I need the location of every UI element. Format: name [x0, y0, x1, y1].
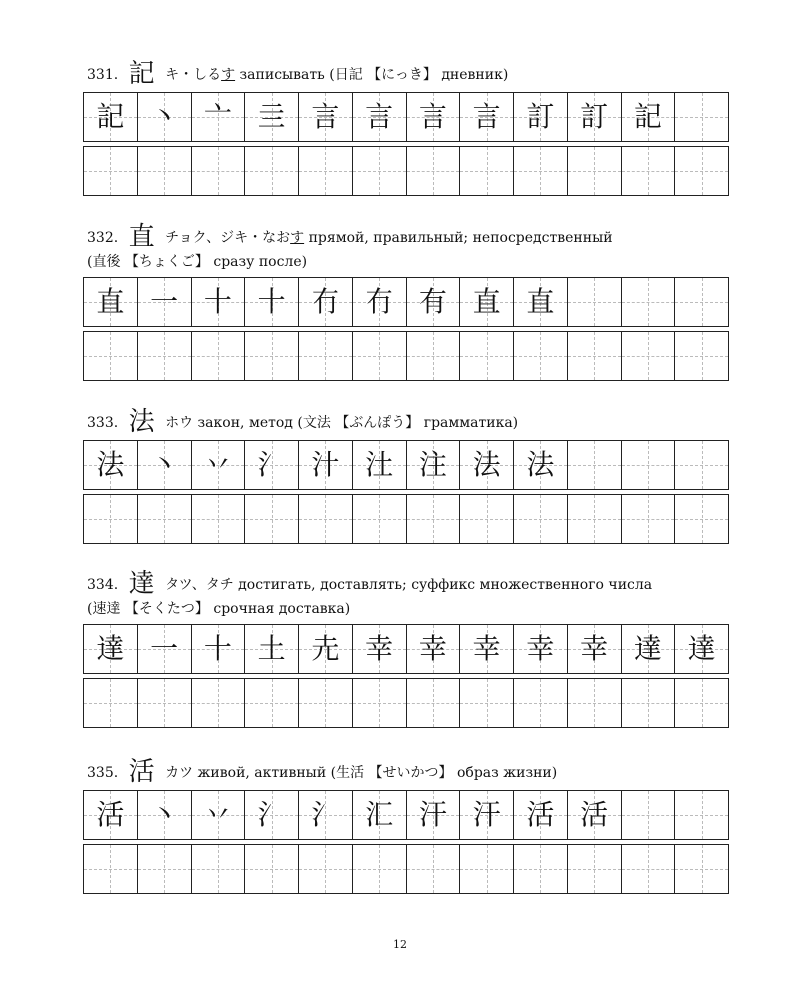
practice-cell[interactable]	[622, 845, 676, 893]
entry-example: (速達 【そくたつ】 срочная доставка)	[87, 601, 351, 617]
practice-cell[interactable]	[353, 147, 407, 195]
practice-cell[interactable]	[568, 495, 622, 543]
practice-cell[interactable]	[568, 845, 622, 893]
practice-cell[interactable]	[299, 332, 353, 380]
stroke-step: 十	[203, 285, 232, 318]
stroke-step: 言	[365, 100, 394, 133]
stroke-step: 汢	[365, 448, 394, 481]
stroke-cell	[568, 278, 622, 326]
practice-cell[interactable]	[192, 495, 246, 543]
stroke-cell	[84, 791, 138, 839]
practice-cell[interactable]	[192, 845, 246, 893]
stroke-cell	[353, 278, 407, 326]
stroke-cell	[138, 625, 192, 673]
practice-cell[interactable]	[514, 679, 568, 727]
practice-cell[interactable]	[245, 147, 299, 195]
practice-cell[interactable]	[299, 495, 353, 543]
stroke-cell	[84, 441, 138, 489]
stroke-step: 一	[150, 632, 179, 665]
stroke-cell	[299, 93, 353, 141]
stroke-step: 幸	[580, 632, 609, 665]
stroke-step: 汁	[311, 448, 340, 481]
stroke-cell	[514, 625, 568, 673]
stroke-cell	[245, 791, 299, 839]
stroke-cell	[675, 93, 728, 141]
practice-cell[interactable]	[675, 495, 728, 543]
stroke-cell	[622, 93, 676, 141]
practice-cell[interactable]	[568, 332, 622, 380]
stroke-step: 土	[257, 632, 286, 665]
stroke-step: 冇	[365, 285, 394, 318]
stroke-step: 直	[96, 285, 125, 318]
entry-kanji: 達	[128, 569, 155, 599]
stroke-cell	[460, 278, 514, 326]
practice-cell[interactable]	[245, 679, 299, 727]
stroke-step: 活	[580, 798, 609, 831]
stroke-cell	[353, 791, 407, 839]
practice-cell[interactable]	[514, 495, 568, 543]
stroke-cell	[353, 625, 407, 673]
entry-example: (文法 【ぶんぽう】 грамматика)	[297, 415, 519, 431]
stroke-step: 達	[96, 632, 125, 665]
stroke-cell	[192, 625, 246, 673]
stroke-cell	[245, 93, 299, 141]
practice-cell[interactable]	[138, 495, 192, 543]
stroke-step: 氵	[311, 798, 340, 831]
practice-cell[interactable]	[675, 147, 728, 195]
practice-cell[interactable]	[514, 845, 568, 893]
stroke-step: 法	[526, 448, 555, 481]
practice-cell[interactable]	[84, 495, 138, 543]
stroke-step: 汇	[365, 798, 394, 831]
practice-cell[interactable]	[460, 332, 514, 380]
stroke-cell	[675, 625, 728, 673]
practice-cell[interactable]	[245, 495, 299, 543]
entry-number: 334.	[87, 577, 119, 593]
practice-cell[interactable]	[138, 845, 192, 893]
stroke-step: 丷	[203, 798, 232, 831]
entry-heading	[87, 59, 509, 89]
stroke-step: 氵	[257, 448, 286, 481]
entry-meaning: прямой, правильный; непосредственный	[308, 230, 613, 246]
practice-cell[interactable]	[138, 332, 192, 380]
stroke-step: 活	[96, 798, 125, 831]
entry-heading	[87, 222, 613, 252]
practice-cell[interactable]	[568, 147, 622, 195]
entry-example: (生活 【せいかつ】 образ жизни)	[330, 765, 558, 781]
stroke-cell	[460, 625, 514, 673]
stroke-cell	[460, 93, 514, 141]
stroke-cell	[568, 441, 622, 489]
practice-cell[interactable]	[353, 679, 407, 727]
stroke-step: 活	[526, 798, 555, 831]
practice-cell[interactable]	[245, 845, 299, 893]
practice-cell[interactable]	[460, 147, 514, 195]
stroke-step: 幸	[472, 632, 501, 665]
stroke-cell	[622, 441, 676, 489]
practice-cell[interactable]	[245, 332, 299, 380]
stroke-step: 言	[418, 100, 447, 133]
stroke-step: 訂	[526, 100, 555, 133]
entry-heading	[87, 407, 519, 437]
practice-cell[interactable]	[138, 679, 192, 727]
entry-readings: カツ	[165, 765, 194, 781]
practice-grid[interactable]	[83, 331, 729, 381]
entry-heading	[87, 757, 558, 787]
practice-cell[interactable]	[622, 147, 676, 195]
practice-cell[interactable]	[138, 147, 192, 195]
entry-number: 332.	[87, 230, 119, 246]
practice-cell[interactable]	[353, 332, 407, 380]
practice-cell[interactable]	[407, 495, 461, 543]
stroke-step: 法	[472, 448, 501, 481]
practice-cell[interactable]	[675, 845, 728, 893]
practice-grid[interactable]	[83, 146, 729, 196]
stroke-cell	[245, 625, 299, 673]
stroke-cell	[299, 278, 353, 326]
stroke-cell	[407, 441, 461, 489]
practice-cell[interactable]	[84, 332, 138, 380]
stroke-cell	[514, 93, 568, 141]
stroke-step: 丶	[150, 448, 179, 481]
practice-grid[interactable]	[83, 494, 729, 544]
stroke-cell	[675, 791, 728, 839]
entry-meaning: закон, метод	[197, 415, 293, 431]
entry-readings: ホウ	[165, 415, 194, 431]
stroke-step: 丷	[203, 448, 232, 481]
practice-cell[interactable]	[192, 679, 246, 727]
entry-meaning: достигать, доставлять; суффикс множественного числа	[238, 577, 653, 593]
stroke-step: 冇	[311, 285, 340, 318]
practice-cell[interactable]	[192, 332, 246, 380]
stroke-cell	[299, 791, 353, 839]
practice-cell[interactable]	[460, 495, 514, 543]
entry-kanji: 直	[128, 222, 155, 252]
practice-cell[interactable]	[460, 679, 514, 727]
stroke-step: 達	[687, 632, 716, 665]
stroke-cell	[514, 791, 568, 839]
stroke-step: 十	[203, 632, 232, 665]
stroke-cell	[84, 625, 138, 673]
stroke-cell	[622, 791, 676, 839]
stroke-cell	[407, 278, 461, 326]
stroke-cell	[192, 441, 246, 489]
stroke-step: 達	[633, 632, 662, 665]
practice-cell[interactable]	[514, 332, 568, 380]
entry-okurigana: す	[221, 67, 236, 83]
stroke-cell	[138, 278, 192, 326]
stroke-step: 法	[96, 448, 125, 481]
practice-cell[interactable]	[299, 147, 353, 195]
stroke-cell	[353, 93, 407, 141]
practice-cell[interactable]	[460, 845, 514, 893]
entry-number: 331.	[87, 67, 119, 83]
stroke-step: 丶	[150, 798, 179, 831]
stroke-step: 汗	[472, 798, 501, 831]
stroke-step: 注	[418, 448, 447, 481]
stroke-order-grid	[83, 790, 729, 840]
stroke-cell	[192, 278, 246, 326]
practice-grid[interactable]	[83, 844, 729, 894]
practice-cell[interactable]	[353, 845, 407, 893]
entry-meaning: живой, активный	[197, 765, 327, 781]
entry-kanji: 法	[128, 407, 155, 437]
entry-readings: キ・しる	[165, 67, 222, 83]
stroke-cell	[353, 441, 407, 489]
practice-cell[interactable]	[407, 845, 461, 893]
practice-cell[interactable]	[622, 332, 676, 380]
stroke-cell	[245, 441, 299, 489]
stroke-step: 十	[257, 285, 286, 318]
stroke-cell	[568, 625, 622, 673]
stroke-step: 氵	[257, 798, 286, 831]
stroke-order-grid	[83, 277, 729, 327]
stroke-step: 有	[418, 285, 447, 318]
stroke-step: 直	[526, 285, 555, 318]
stroke-cell	[299, 625, 353, 673]
stroke-cell	[675, 278, 728, 326]
practice-cell[interactable]	[407, 679, 461, 727]
stroke-cell	[514, 278, 568, 326]
stroke-step: 丶	[150, 100, 179, 133]
practice-cell[interactable]	[84, 147, 138, 195]
page-number: 12	[393, 938, 407, 951]
practice-cell[interactable]	[675, 332, 728, 380]
practice-grid[interactable]	[83, 678, 729, 728]
practice-cell[interactable]	[353, 495, 407, 543]
stroke-step: 記	[633, 100, 662, 133]
practice-cell[interactable]	[568, 679, 622, 727]
stroke-order-grid	[83, 624, 729, 674]
stroke-cell	[407, 625, 461, 673]
stroke-cell	[138, 441, 192, 489]
stroke-cell	[245, 278, 299, 326]
stroke-step: 亠	[203, 100, 232, 133]
stroke-cell	[84, 278, 138, 326]
stroke-step: 幸	[365, 632, 394, 665]
entry-heading	[87, 569, 653, 599]
stroke-step: 汗	[418, 798, 447, 831]
practice-cell[interactable]	[84, 679, 138, 727]
stroke-order-grid	[83, 440, 729, 490]
practice-cell[interactable]	[407, 332, 461, 380]
stroke-step: 訂	[580, 100, 609, 133]
stroke-step: 言	[311, 100, 340, 133]
stroke-cell	[192, 791, 246, 839]
entry-readings: タツ、タチ	[165, 577, 234, 593]
stroke-cell	[192, 93, 246, 141]
practice-cell[interactable]	[622, 679, 676, 727]
stroke-cell	[299, 441, 353, 489]
entry-example: (直後 【ちょくご】 сразу после)	[87, 254, 308, 270]
practice-cell[interactable]	[514, 147, 568, 195]
stroke-step: 記	[96, 100, 125, 133]
practice-cell[interactable]	[622, 495, 676, 543]
stroke-cell	[460, 791, 514, 839]
practice-cell[interactable]	[192, 147, 246, 195]
stroke-step: 直	[472, 285, 501, 318]
stroke-cell	[568, 791, 622, 839]
stroke-step: 亖	[257, 100, 286, 133]
stroke-cell	[622, 278, 676, 326]
stroke-cell	[407, 791, 461, 839]
practice-cell[interactable]	[299, 845, 353, 893]
stroke-step: 圥	[311, 632, 340, 665]
entry-kanji: 記	[128, 59, 155, 89]
stroke-cell	[622, 625, 676, 673]
stroke-order-grid	[83, 92, 729, 142]
practice-cell[interactable]	[407, 147, 461, 195]
practice-cell[interactable]	[299, 679, 353, 727]
stroke-cell	[138, 791, 192, 839]
stroke-cell	[460, 441, 514, 489]
stroke-cell	[675, 441, 728, 489]
entry-okurigana: す	[290, 230, 305, 246]
stroke-step: 言	[472, 100, 501, 133]
stroke-step: 幸	[526, 632, 555, 665]
entry-number: 333.	[87, 415, 119, 431]
stroke-cell	[84, 93, 138, 141]
entry-number: 335.	[87, 765, 119, 781]
practice-cell[interactable]	[675, 679, 728, 727]
stroke-step: 一	[150, 285, 179, 318]
stroke-step: 幸	[418, 632, 447, 665]
entry-readings: チョク、ジキ・なお	[165, 230, 291, 246]
entry-kanji: 活	[128, 757, 155, 787]
stroke-cell	[514, 441, 568, 489]
entry-meaning: записывать	[239, 67, 325, 83]
entry-example: (日記 【にっき】 дневник)	[329, 67, 509, 83]
practice-cell[interactable]	[84, 845, 138, 893]
stroke-cell	[568, 93, 622, 141]
stroke-cell	[407, 93, 461, 141]
stroke-cell	[138, 93, 192, 141]
